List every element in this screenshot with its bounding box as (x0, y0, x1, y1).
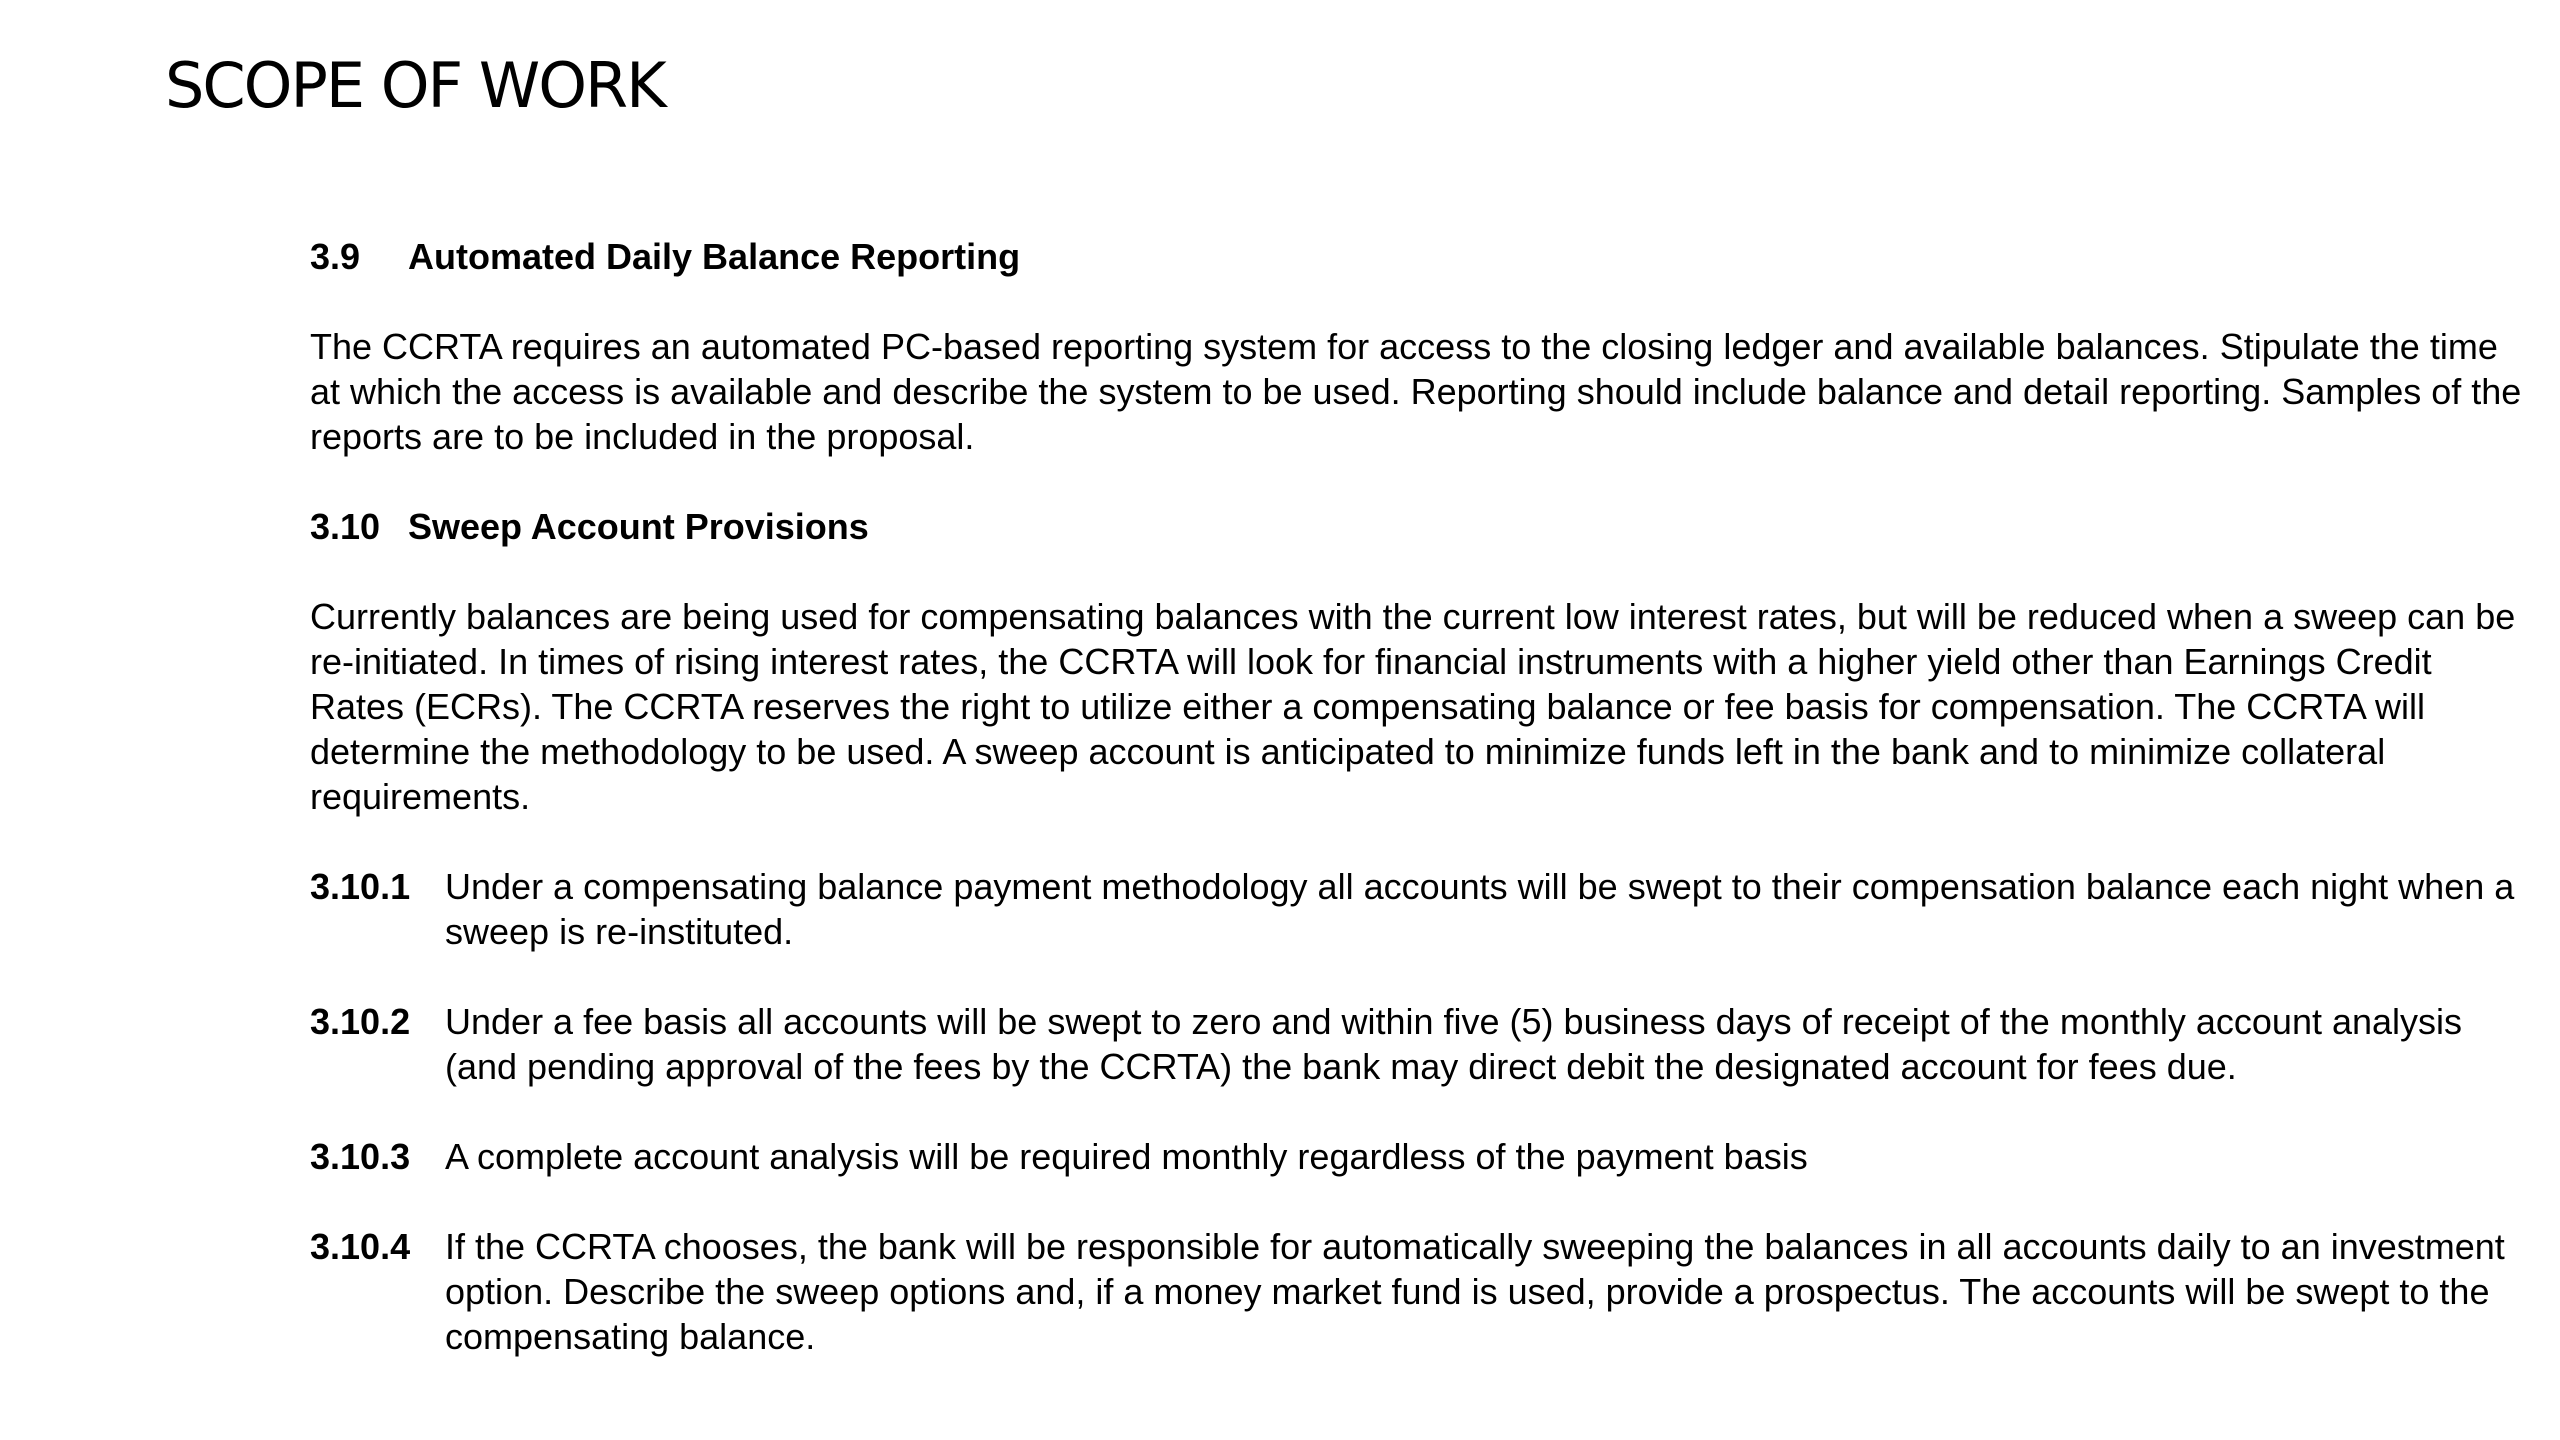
section-paragraph-3-9: The CCRTA requires an automated PC-based reporting system for access to the closing ledger and available balances. Stipulate the time at which the access is available and describe the system to be used. Reporting should include balance and detail reporting. Samples of the reports are to be included in the proposal. (310, 326, 2522, 457)
subsection-number: 3.10.4 (310, 1226, 411, 1267)
subsection-item (310, 999, 2535, 1089)
subsection-text: Under a compensating balance payment methodology all accounts will be swept to their compensation balance each night when a sweep is re-instituted. (445, 866, 2515, 952)
section-paragraph-3-10: Currently balances are being used for compensating balances with the current low interest rates, but will be reduced when a sweep can be re-initiated. In times of rising interest rates, the CCRTA will look for financial instruments with a higher yield other than Earnings Credit Rates (ECRs). The CCRTA reserves the right to utilize either a compensating balance or fee basis for compensation. The CCRTA will determine the methodology to be used. A sweep account is anticipated to minimize funds left in the bank and to minimize collateral requirements. (310, 596, 2516, 817)
subsection-number: 3.10.3 (310, 1136, 411, 1177)
slide-title: SCOPE OF WORK (165, 49, 665, 122)
section-title: Automated Daily Balance Reporting (408, 236, 1021, 277)
subsection-item (310, 1134, 2535, 1179)
section-title: Sweep Account Provisions (408, 506, 869, 547)
section-number: 3.9 (310, 236, 361, 277)
subsection-item (310, 1224, 2535, 1359)
section-heading-3-9 (310, 234, 2535, 279)
document-content (310, 234, 2535, 1404)
subsection-text: If the CCRTA chooses, the bank will be responsible for automatically sweeping the balances in all accounts daily to an investment option. Describe the sweep options and, if a money market fund is used, provide a prospectus. The accounts will be swept to the compensating balance. (445, 1226, 2505, 1357)
subsection-text: Under a fee basis all accounts will be swept to zero and within five (5) business days of receipt of the monthly account analysis (and pending approval of the fees by the CCRTA) the bank may direct debit the designated account for fees due. (445, 1001, 2463, 1087)
section-heading-3-10 (310, 504, 2535, 549)
section-number: 3.10 (310, 506, 381, 547)
subsection-item (310, 864, 2535, 954)
subsection-text: A complete account analysis will be required monthly regardless of the payment basis (445, 1136, 1808, 1177)
subsection-number: 3.10.1 (310, 866, 411, 907)
subsection-number: 3.10.2 (310, 1001, 411, 1042)
